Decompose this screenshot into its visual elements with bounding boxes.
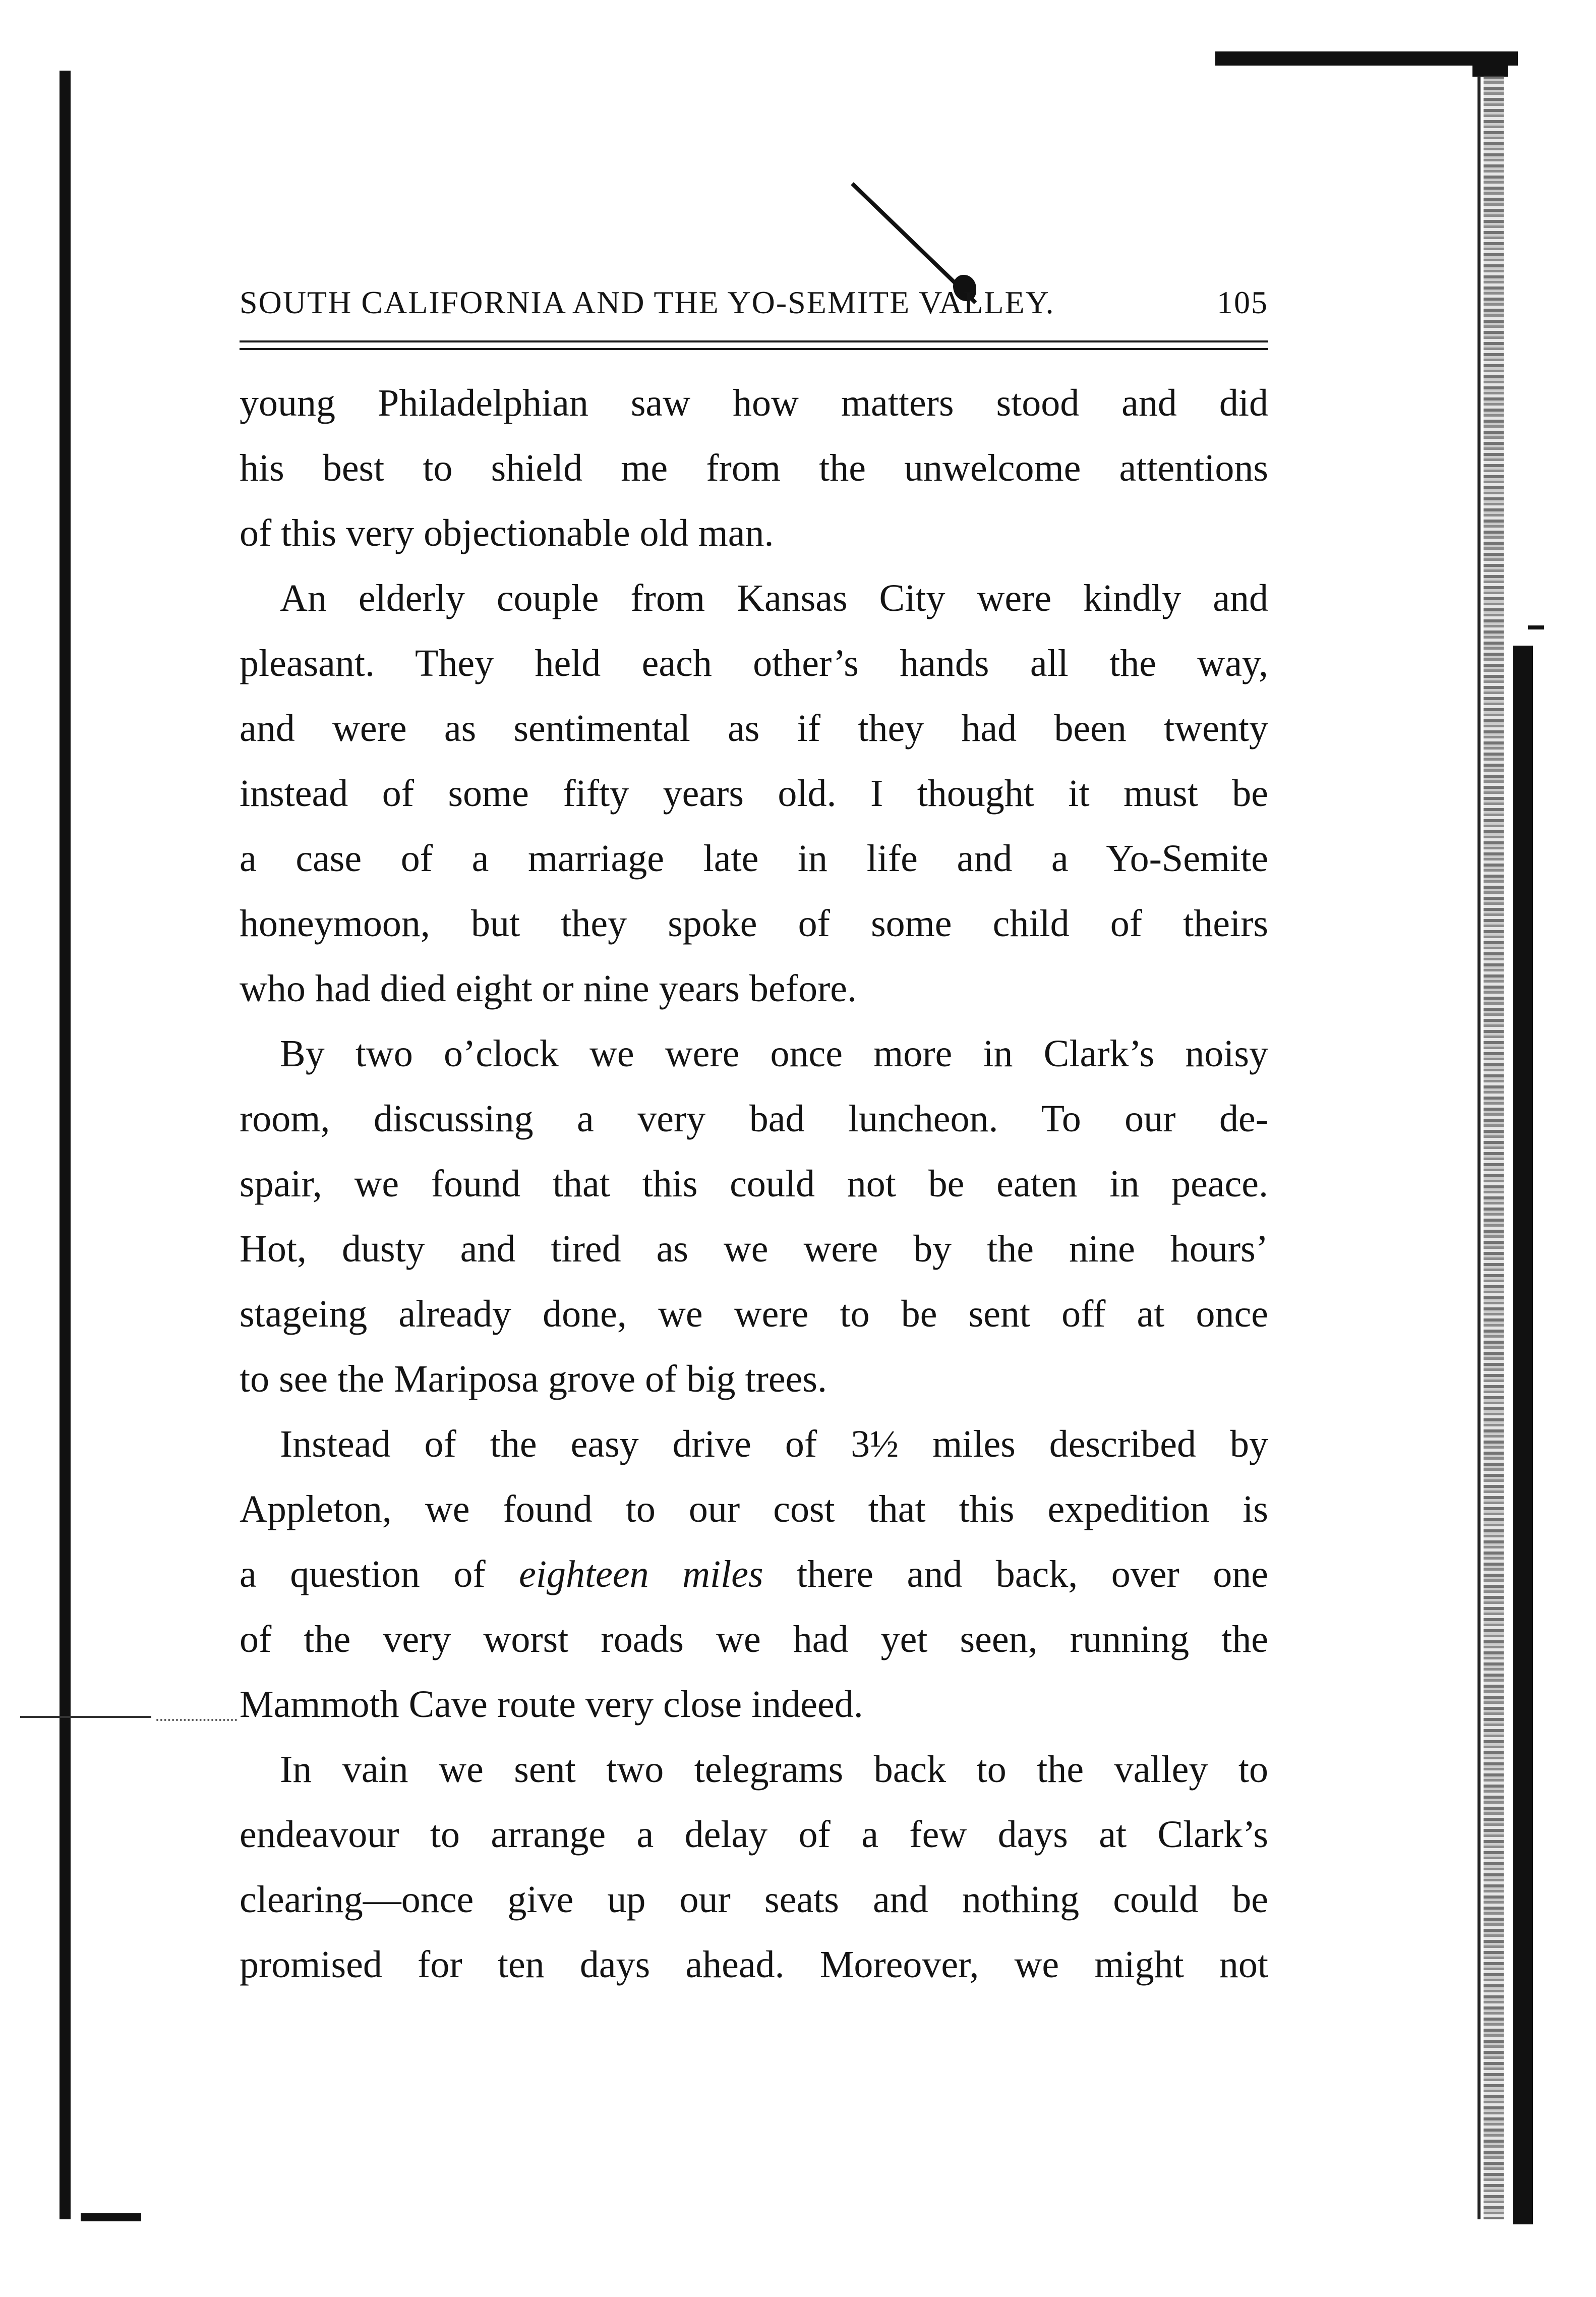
text-line: Hot, dusty and tired as we were by the nine hours’: [240, 1228, 1268, 1270]
left-margin-dotted-dash: [156, 1719, 237, 1721]
text-line-with-emphasis: [240, 1542, 1268, 1607]
paragraph-elderly-couple: [240, 566, 1268, 1021]
page-number: 105: [1217, 284, 1268, 320]
text-line: instead of some fifty years old. I thought it must be: [240, 772, 1268, 815]
right-edge-scan-noise: [1484, 76, 1504, 2219]
header-rule-upper: [240, 340, 1268, 342]
text-line: of the very worst roads we had yet seen, running the: [240, 1618, 1268, 1660]
paragraph-expedition: [240, 1412, 1268, 1737]
header-rule-lower: [240, 348, 1268, 350]
running-header: [240, 282, 1268, 323]
running-title: SOUTH CALIFORNIA AND THE YO-SEMITE VALLEY.: [240, 284, 1055, 320]
text-line: who had died eight or nine years before.: [240, 967, 857, 1010]
text-line: Appleton, we found to our cost that this expedition is: [240, 1488, 1268, 1530]
text-line: promised for ten days ahead. Moreover, we might not: [240, 1943, 1268, 1986]
text-line: of this very objectionable old man.: [240, 512, 774, 554]
text-line: a case of a marriage late in life and a Yo-Semite: [240, 837, 1268, 880]
text-line: and were as sentimental as if they had been twenty: [240, 707, 1268, 750]
left-margin-dash: [20, 1716, 151, 1718]
paragraph-luncheon: [240, 1021, 1268, 1412]
right-binding-bar: [1513, 646, 1533, 2224]
text-line: to see the Mariposa grove of big trees.: [240, 1358, 827, 1400]
page-body: [240, 371, 1268, 1997]
text-line: young Philadelphian saw how matters stood and did: [240, 382, 1268, 424]
paragraph-continued: [240, 371, 1268, 566]
text-line: Mammoth Cave route very close indeed.: [240, 1683, 863, 1726]
top-right-border-corner: [1472, 51, 1508, 77]
text-line: Instead of the easy drive of 3½ miles described by: [280, 1423, 1268, 1465]
text-line: By two o’clock we were once more in Clark’s noisy: [280, 1032, 1268, 1075]
text-line: pleasant. They held each other’s hands all the way,: [240, 642, 1268, 684]
text-line: spair, we found that this could not be eaten in peace.: [240, 1163, 1268, 1205]
right-edge-tick: [1528, 625, 1544, 629]
text-line: his best to shield me from the unwelcome attentions: [240, 447, 1268, 489]
text-line: honeymoon, but they spoke of some child of theirs: [240, 902, 1268, 945]
text-line: room, discussing a very bad luncheon. To our de-: [240, 1098, 1268, 1140]
paragraph-telegrams: [240, 1737, 1268, 1997]
text-line: endeavour to arrange a delay of a few days at Clark’s: [240, 1813, 1268, 1856]
left-binding-foot: [81, 2213, 141, 2221]
emphasis-eighteen-miles: eighteen miles: [519, 1553, 763, 1595]
text-line: In vain we sent two telegrams back to the valley to: [280, 1748, 1268, 1791]
text-line: stageing already done, we were to be sent off at once: [240, 1293, 1268, 1335]
text-run: there and back, over one: [797, 1553, 1269, 1595]
right-edge-line: [1477, 76, 1481, 2219]
text-line: clearing—once give up our seats and nothing could be: [240, 1878, 1268, 1921]
left-binding-bar: [60, 71, 71, 2219]
text-line: An elderly couple from Kansas City were kindly and: [280, 577, 1268, 619]
text-run: a question of: [240, 1553, 486, 1595]
